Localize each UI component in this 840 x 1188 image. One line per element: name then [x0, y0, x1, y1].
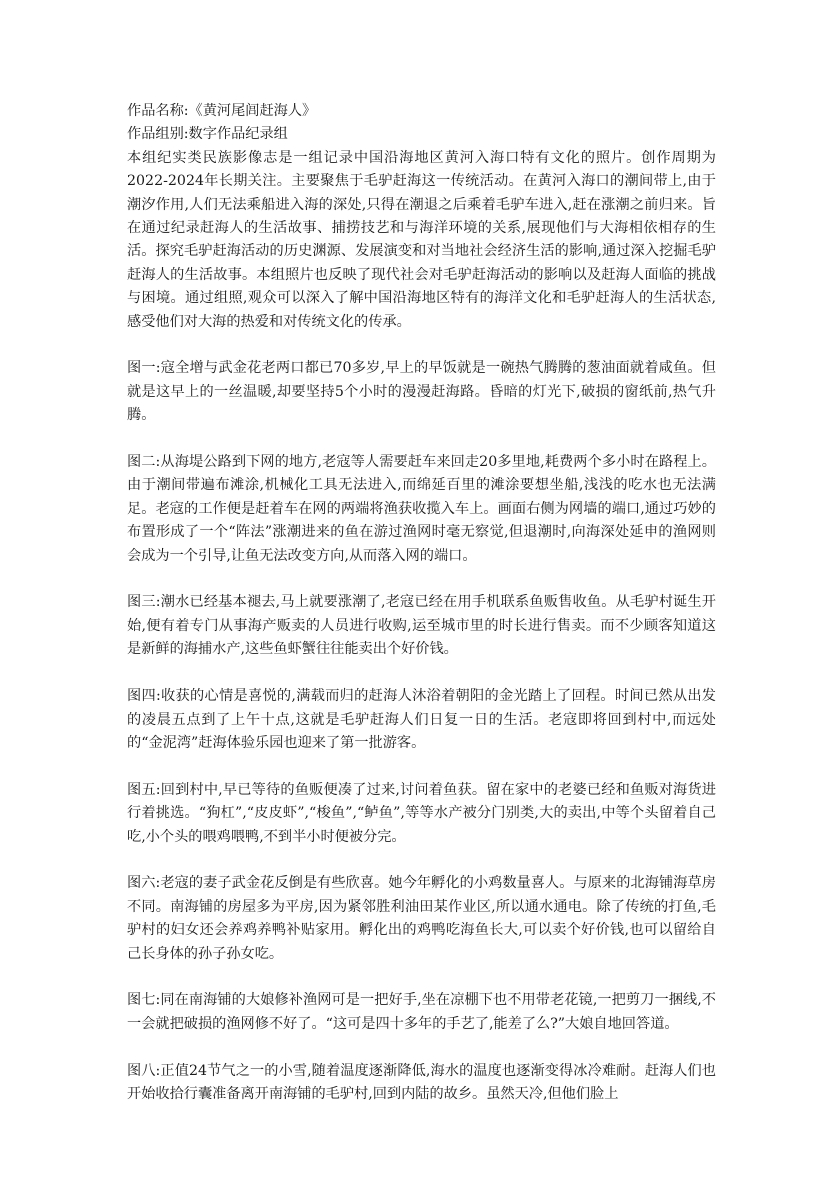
- caption-5: 图五:回到村中,早已等待的鱼贩便凑了过来,讨问着鱼获。留在家中的老婆已经和鱼贩对海货进行着挑选。“狗杠”,“皮皮虾”,“梭鱼”,“鲈鱼”,等等水产被分门别类,大的卖出,中等个头留着自己吃,小个头的喂鸡喂鸭,不到半小时便被分完。: [127, 781, 716, 845]
- spacer: [127, 1036, 716, 1059]
- spacer: [127, 966, 716, 989]
- caption-7: 图七:同在南海铺的大娘修补渔网可是一把好手,坐在凉棚下也不用带老花镜,一把剪刀一捆线,不一会就把破损的渔网修不好了。“这可是四十多年的手艺了,能差了么?”大娘自地回答道。: [127, 992, 716, 1032]
- spacer: [127, 755, 716, 778]
- caption-8: 图八:正值24节气之一的小雪,随着温度逐渐降低,海水的温度也逐渐变得冰冷难耐。赶海人们也开始收拾行囊准备离开南海铺的毛驴村,回到内陆的故乡。虽然天冷,但他们脸上: [127, 1062, 716, 1102]
- spacer: [127, 334, 716, 357]
- spacer: [127, 662, 716, 685]
- caption-1: 图一:寇全增与武金花老两口都已70多岁,早上的早饭就是一碗热气腾腾的葱油面就着咸鱼。但就是这早上的一丝温暖,却要坚持5个小时的漫漫赶海路。昏暗的灯光下,破损的窗纸前,热气升腾。: [127, 360, 716, 424]
- work-title: 作品名称:《黄河尾闾赶海人》: [127, 103, 317, 119]
- document-page: [127, 100, 716, 1106]
- spacer: [127, 849, 716, 872]
- spacer: [127, 428, 716, 451]
- caption-6: 图六:老寇的妻子武金花反倒是有些欣喜。她今年孵化的小鸡数量喜人。与原来的北海铺海草房不同。南海铺的房屋多为平房,因为紧邻胜利油田某作业区,所以通水通电。除了传统的打鱼,毛驴村的妇女还会养鸡养鸭补贴家用。孵化出的鸡鸭吃海鱼长大,可以卖个好价钱,也可以留给自己长身体的孙子孙女吃。: [127, 875, 716, 962]
- caption-3: 图三:潮水已经基本褪去,马上就要涨潮了,老寇已经在用手机联系鱼贩售收鱼。从毛驴村诞生开始,便有着专门从事海产贩卖的人员进行收购,运至城市里的时长进行售卖。而不少顾客知道这是新鲜的海捕水产,这些鱼虾蟹往往能卖出个好价钱。: [127, 594, 716, 658]
- work-group: 作品组别:数字作品纪录组: [127, 126, 288, 143]
- caption-2: 图二:从海堤公路到下网的地方,老寇等人需要赶车来回走20多里地,耗费两个多小时在路程上。由于潮间带遍布滩涂,机械化工具无法进入,而绵延百里的滩涂要想坐船,浅浅的吃水也无法满足。老寇的工作便是赶着车在网的两端将渔获收揽入车上。画面右侧为网墙的端口,通过巧妙的布置形成了一个“阵法”涨潮进来的鱼在游过渔网时毫无察觉,但退潮时,向海深处延申的渔网则会成为一个引导,让鱼无法改变方向,从而落入网的端口。: [127, 454, 716, 564]
- caption-4: 图四:收获的心情是喜悦的,满载而归的赶海人沐浴着朝阳的金光踏上了回程。时间已然从出发的凌晨五点到了上午十点,这就是毛驴赶海人们日复一日的生活。老寇即将回到村中,而远处的“金泥湾”赶海体验乐园也迎来了第一批游客。: [127, 688, 716, 751]
- intro-paragraph: 本组纪实类民族影像志是一组记录中国沿海地区黄河入海口特有文化的照片。创作周期为2022-2024年长期关注。主要聚焦于毛驴赶海这一传统活动。在黄河入海口的潮间带上,由于潮汐作用,人们无法乘船进入海的深处,只得在潮退之后乘着毛驴车进入,赶在涨潮之前归来。旨在通过纪录赶海人的生活故事、捕捞技艺和与海洋环境的关系,展现他们与大海相依相存的生活。探究毛驴赶海活动的历史渊源、发展演变和对当地社会经济生活的影响,通过深入挖掘毛驴赶海人的生活故事。本组照片也反映了现代社会对毛驴赶海活动的影响以及赶海人面临的挑战与困境。通过组照,观众可以深入了解中国沿海地区特有的海洋文化和毛驴赶海人的生活状态,感受他们对大海的热爱和对传统文化的传承。: [127, 149, 716, 330]
- spacer: [127, 568, 716, 591]
